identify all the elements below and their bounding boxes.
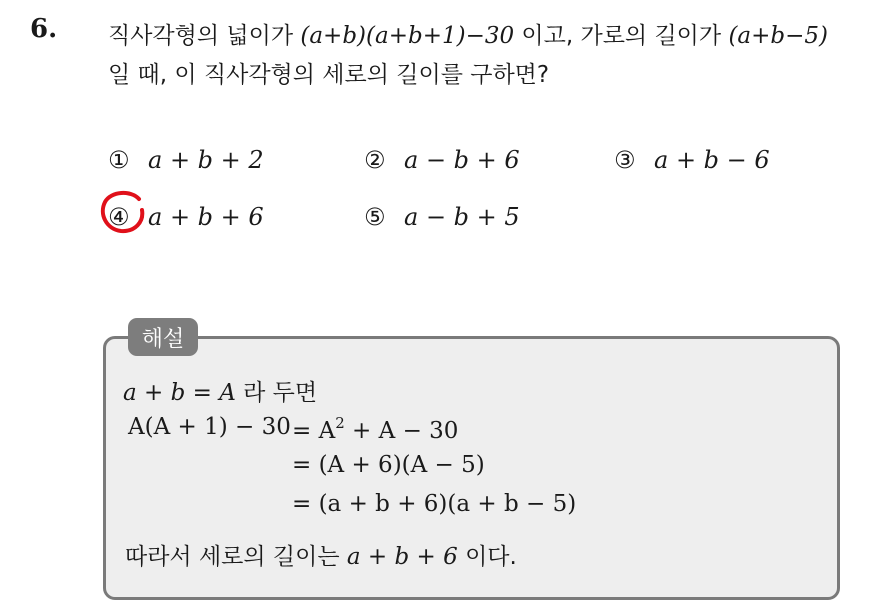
solution-tag: 해설 xyxy=(128,318,198,356)
solution-line-4: = (a + b + 6)(a + b − 5) xyxy=(292,491,577,517)
solution-substitution-text: 라 두면 xyxy=(235,380,318,406)
solution-conclusion xyxy=(125,538,517,571)
conclusion-math: a + b + 6 xyxy=(346,544,458,570)
solution-line-1 xyxy=(123,374,317,407)
option-1-expression: a + b + 2 xyxy=(148,146,264,174)
solution-expand-a: = A xyxy=(292,418,336,444)
conclusion-text-2: 이다. xyxy=(457,544,517,570)
solution-substitution: a + b = A xyxy=(123,380,236,406)
option-3-expression: a + b − 6 xyxy=(654,146,770,174)
option-2-number: ② xyxy=(364,146,386,174)
solution-exponent: 2 xyxy=(335,414,345,432)
question-line-1 xyxy=(108,17,828,50)
question-text-1: 직사각형의 넓이가 xyxy=(108,23,301,49)
option-1-number: ① xyxy=(108,146,130,174)
solution-line-3: = (A + 6)(A − 5) xyxy=(292,452,485,478)
option-3[interactable] xyxy=(614,146,770,174)
question-math-area: (a+b)(a+b+1)−30 xyxy=(300,23,515,49)
question-math-width: (a+b−5) xyxy=(728,23,828,49)
solution-line-2-left: A(A + 1) − 30 xyxy=(128,414,291,440)
question-text-2: 이고, 가로의 길이가 xyxy=(514,23,729,49)
answer-circle-mark-icon xyxy=(99,189,149,235)
option-4-expression: a + b + 6 xyxy=(148,203,264,231)
solution-line-2-right xyxy=(292,414,458,444)
question-number: 6. xyxy=(30,14,58,44)
option-5-expression: a − b + 5 xyxy=(404,203,520,231)
option-5[interactable] xyxy=(364,203,520,231)
option-4-number: ④ xyxy=(108,203,130,231)
option-2-expression: a − b + 6 xyxy=(404,146,520,174)
question-line-2: 일 때, 이 직사각형의 세로의 길이를 구하면? xyxy=(108,62,550,88)
conclusion-text-1: 따라서 세로의 길이는 xyxy=(125,544,347,570)
option-5-number: ⑤ xyxy=(364,203,386,231)
option-1[interactable] xyxy=(108,146,264,174)
solution-expand-b: + A − 30 xyxy=(344,418,459,444)
option-3-number: ③ xyxy=(614,146,636,174)
option-2[interactable] xyxy=(364,146,520,174)
